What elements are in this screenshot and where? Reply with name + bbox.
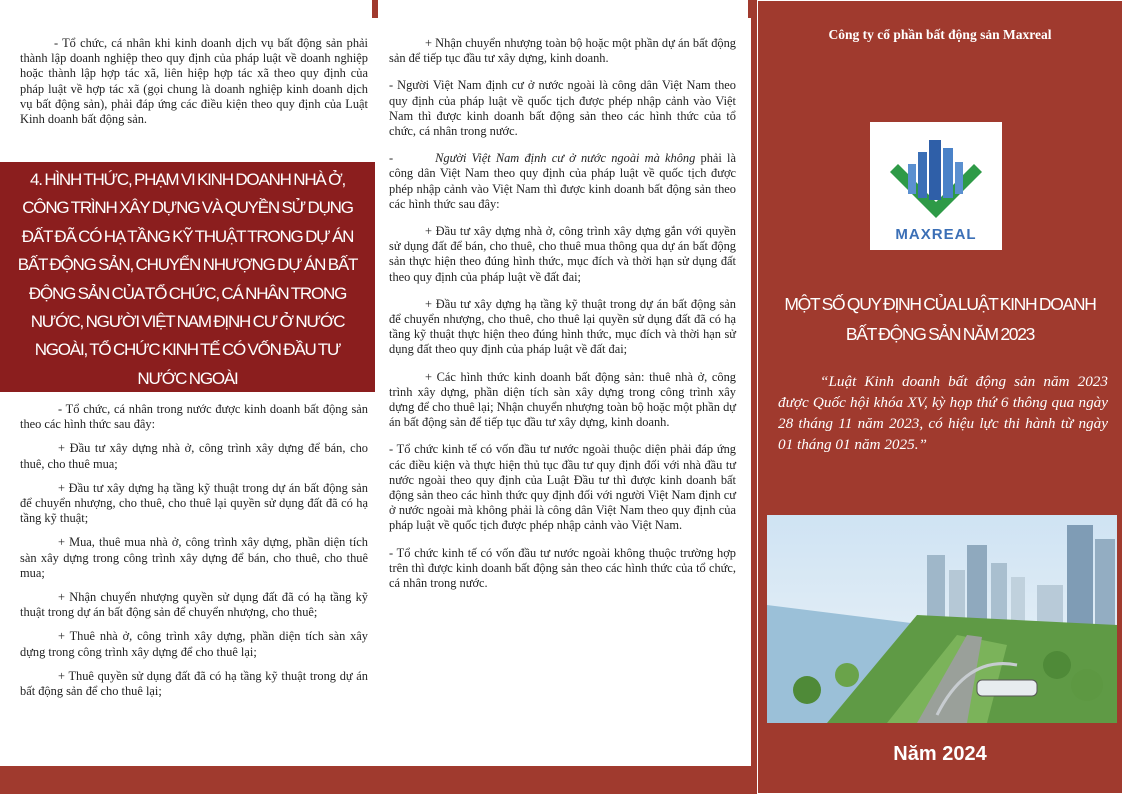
- middle-panel: [375, 0, 751, 794]
- cover-frame: [757, 0, 1123, 794]
- paragraph: + Đầu tư xây dựng hạ tầng kỹ thuật trong dự án bất động sản để chuyển nhượng, cho thuê, cho thuê lại quyền sử dụng đất đã có hạ tầng kỹ thuật;: [20, 480, 368, 526]
- dash: -: [389, 151, 394, 166]
- paragraph: + Đầu tư xây dựng nhà ở, công trình xây dựng để bán, cho thuê, cho thuê mua;: [20, 441, 368, 471]
- paragraph: - Tổ chức, cá nhân trong nước được kinh doanh bất động sản theo các hình thức sau đây:: [20, 402, 368, 432]
- paragraph: + Các hình thức kinh doanh bất động sản: thuê nhà ở, công trình xây dựng, phần diện tích sàn xây dựng trong công trình xây dựng để cho thuê lại; Nhận chuyển nhượng toàn bộ hoặc một phần dự án bất động sản để tiếp tục đầu tư xây dựng, kinh doanh.: [389, 369, 736, 430]
- left-body: [20, 402, 368, 708]
- left-panel: [0, 0, 375, 794]
- logo-text: MAXREAL: [895, 226, 977, 243]
- intro-paragraph: - Tổ chức, cá nhân khi kinh doanh dịch vụ bất động sản phải thành lập doanh nghiệp theo quy định của pháp luật về doanh nghiệp hoặc thành lập hợp tác xã, liên hiệp hợp tác xã theo quy định của pháp luật về hợp tác xã (gọi chung là doanh nghiệp kinh doanh dịch vụ bất động sản), phải đáp ứng các điều kiện theo quy định của Luật Kinh doanh bất động sản.: [20, 36, 368, 127]
- paragraph: - Người Việt Nam định cư ở nước ngoài là công dân Việt Nam theo quy định của pháp luật về quốc tịch được phép nhập cảnh vào Việt Nam thì được kinh doanh bất động sản theo các hình thức của tổ chức, cá nhân trong nước.: [389, 78, 736, 139]
- paragraph: + Đầu tư xây dựng hạ tầng kỹ thuật trong dự án bất động sản để chuyển nhượng, cho thuê, cho thuê lại quyền sử dụng đất đã có hạ tầng kỹ thuật thực hiện theo đúng hình thức, mục đích và thời hạn sử dụng đất theo quy định của pháp luật về đất đai;: [389, 296, 736, 357]
- law-quote: “Luật Kinh doanh bất động sản năm 2023 được Quốc hội khóa XV, kỳ họp thứ 6 thông qua ngày 28 tháng 11 năm 2023, có hiệu lực thi hành từ ngày 01 tháng 01 năm 2025.”: [778, 373, 1108, 453]
- logo-tower: [929, 140, 941, 200]
- paragraph: + Thuê quyền sử dụng đất đã có hạ tầng kỹ thuật trong dự án bất động sản để cho thuê lại;: [20, 668, 368, 699]
- cover-panel: [751, 0, 1123, 794]
- paragraph: + Nhận chuyển nhượng quyền sử dụng đất đã có hạ tầng kỹ thuật trong dự án bất động sản để chuyển nhượng, cho thuê;: [20, 590, 368, 620]
- bottom-band: [0, 766, 751, 794]
- paragraph-italic-lead: [389, 151, 736, 212]
- paragraph: + Thuê nhà ở, công trình xây dựng, phần diện tích sàn xây dựng trong công trình xây dựng để cho thuê lại;: [20, 629, 368, 659]
- paragraph: + Mua, thuê mua nhà ở, công trình xây dựng, phần diện tích sàn xây dựng trong công trình xây dựng để bán, cho thuê, cho thuê mua;: [20, 535, 368, 580]
- fold-divider: [372, 0, 378, 18]
- title-line: BẤT ĐỘNG SẢN NĂM 2023: [845, 324, 1035, 344]
- company-name: Công ty cổ phần bất động sản Maxreal: [828, 27, 1052, 42]
- paragraph: - Tổ chức kinh tế có vốn đầu tư nước ngoài không thuộc trường hợp trên thì được kinh doanh bất động sản theo các hình thức của tổ chức, cá nhân trong nước.: [389, 545, 736, 591]
- paragraph: + Nhận chuyển nhượng toàn bộ hoặc một phần dự án bất động sản để tiếp tục đầu tư xây dựng, kinh doanh.: [389, 36, 736, 66]
- middle-body: [389, 36, 736, 603]
- year-label: Năm 2024: [893, 743, 987, 765]
- logo-tower: [918, 152, 927, 198]
- document-title: [758, 289, 1122, 349]
- paragraph: + Đầu tư xây dựng nhà ở, công trình xây dựng gắn với quyền sử dụng đất để bán, cho thuê, cho thuê mua thông qua dự án bất động sản thực hiện theo đúng hình thức, mục đích và thời hạn sử dụng đất theo quy định của pháp luật về đất đai;: [389, 224, 736, 284]
- logo-tower: [943, 148, 953, 198]
- section-heading: 4. HÌNH THỨC, PHẠM VI KINH DOANH NHÀ Ở, CÔNG TRÌNH XÂY DỰNG VÀ QUYỀN SỬ DỤNG ĐẤT ĐÃ CÓ HẠ TẦNG KỸ THUẬT TRONG DỰ ÁN BẤT ĐỘNG SẢN, CHUYỂN NHƯỢNG DỰ ÁN BẤT ĐỘNG SẢN CỦA TỔ CHỨC, CÁ NHÂN TRONG NƯỚC, NGƯỜI VIỆT NAM ĐỊNH CƯ Ở NƯỚC NGOÀI, TỔ CHỨC KINH TẾ CÓ VỐN ĐẦU TƯ NƯỚC NGOÀI: [0, 162, 375, 392]
- city-photo: [767, 515, 1117, 723]
- title-line: MỘT SỐ QUY ĐỊNH CỦA LUẬT KINH DOANH: [784, 294, 1096, 314]
- logo-graphic: [870, 122, 1002, 250]
- logo-tower: [955, 162, 963, 194]
- maxreal-logo: [870, 122, 1002, 250]
- city-illustration: [767, 515, 1117, 723]
- paragraph: - Tổ chức kinh tế có vốn đầu tư nước ngoài thuộc diện phải đáp ứng các điều kiện và thực hiện thủ tục đầu tư quy định đối với nhà đầu tư nước ngoài theo quy định của Luật Đầu tư thì được kinh doanh bất động sản theo các hình thức quy định đối với người Việt Nam định cư ở nước ngoài mà không phải là công dân Việt Nam theo quy định của pháp luật về quốc tịch được phép nhập cảnh vào Việt Nam.: [389, 442, 736, 533]
- paragraph-rest: phải là công dân Việt Nam theo quy định của pháp luật về quốc tịch được phép nhập cảnh vào Việt Nam thì được kinh doanh bất động sản theo các hình thức sau đây:: [389, 151, 736, 211]
- logo-tower: [908, 164, 916, 194]
- italic-lead: Người Việt Nam định cư ở nước ngoài mà không: [435, 151, 696, 166]
